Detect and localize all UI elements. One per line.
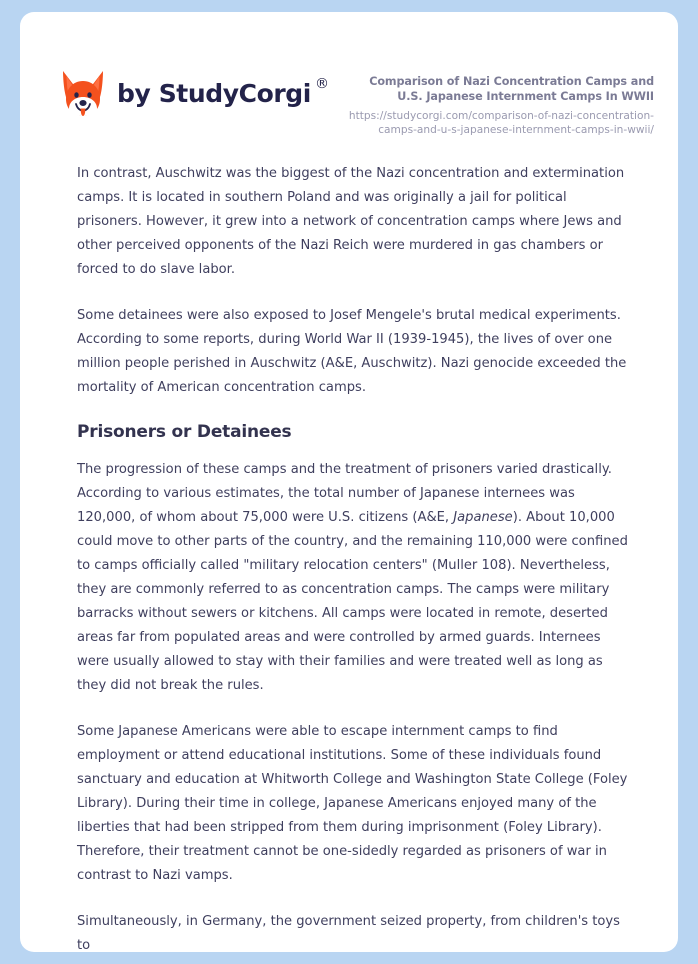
- paragraph-auschwitz-overview: In contrast, Auschwitz was the biggest of the Nazi concentration and extermination camps. It is located in southern Poland and was originally a jail for political prisoners. However, it grew into a network of concentration camps where Jews and other perceived opponents of the Nazi Reich were murdered in gas chambers or forced to do slave labor.: [77, 166, 625, 277]
- brand-logo-lockup: [60, 64, 329, 118]
- document-title: Comparison of Nazi Concentration Camps and U.S. Japanese Internment Camps In WWII: [369, 75, 654, 103]
- paragraph-internee-numbers: [77, 458, 631, 698]
- citation-title-japanese: Japanese: [453, 510, 513, 525]
- document-source-url[interactable]: https://studycorgi.com/comparison-of-nazi-concentration-camps-and-u-s-japanese-internment-camps-in-wwii/: [348, 110, 654, 136]
- paragraph-escape-and-education: Some Japanese Americans were able to escape internment camps to find employment or attend educational institutions. Some of these individuals found sanctuary and education at Whitworth College and Washington State College (Foley Library). During their time in college, Japanese Americans enjoyed many of the liberties that had been stripped from them during imprisonment (Foley Library). Therefore, their treatment cannot be one-sidedly regarded as prisoners of war in contrast to Nazi vamps.: [77, 724, 628, 883]
- paragraph-internee-numbers-part-b: ). About 10,000 could move to other parts of the country, and the remaining 110,000 were confined to camps officially called "military relocation centers" (Muller 108). Nevertheless, they are commonly referred to as concentration camps. The camps were military barracks without sewers or kitchens. All camps were located in remote, deserted areas far from populated areas and were controlled by armed guards. Internees were usually allowed to stay with their families and were treated well as long as they did not break the rules.: [77, 510, 628, 693]
- section-heading-prisoners-or-detainees: Prisoners or Detainees: [77, 422, 292, 442]
- document-header: [20, 12, 678, 142]
- studycorgi-corgi-logo-icon: [60, 68, 106, 118]
- document-source-meta: [342, 64, 654, 137]
- paragraph-mengele-mortality: Some detainees were also exposed to Josef Mengele's brutal medical experiments. According to some reports, during World War II (1939-1945), the lives of over one million people perished in Auschwitz (A&E, Auschwitz). Nazi genocide exceeded the mortality of American concentration camps.: [77, 308, 627, 395]
- document-page-card: [20, 12, 678, 952]
- paragraph-germany-seized-property: Simultaneously, in Germany, the government seized property, from children's toys to: [77, 914, 620, 952]
- brand-name-label: by StudyCorgi: [117, 78, 311, 108]
- registered-trademark-icon: ®: [314, 75, 329, 92]
- document-body: [20, 142, 678, 952]
- brand-name: [117, 75, 329, 108]
- paragraph-internee-numbers-part-a: The progression of these camps and the treatment of prisoners varied drastically. According to various estimates, the total number of Japanese internees was 120,000, of whom about 75,000 were U.S. citizens (A&E,: [77, 462, 612, 525]
